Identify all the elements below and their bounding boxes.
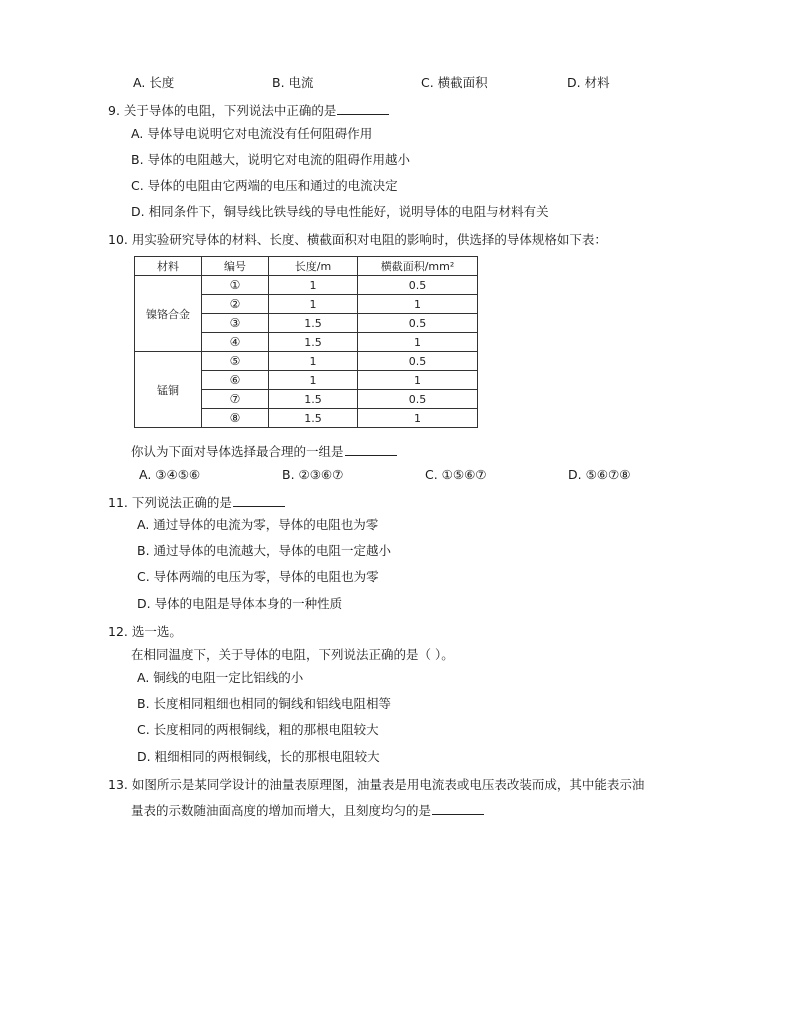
q9-option-d: D. 相同条件下，铜导线比铁导线的导电性能好，说明导体的电阻与材料有关 (131, 204, 549, 219)
number-cell: ⑥ (202, 371, 269, 390)
q10-prompt: 你认为下面对导体选择最合理的一组是 (131, 444, 344, 459)
q10-option-c: C. ①⑤⑥⑦ (425, 467, 487, 482)
area-cell: 1 (358, 295, 478, 314)
header-material: 材料 (135, 257, 202, 276)
q8-option-b: B. 电流 (272, 75, 314, 90)
number-cell: ④ (202, 333, 269, 352)
area-cell: 1 (358, 333, 478, 352)
answer-blank[interactable] (432, 802, 484, 815)
q11-stem: 11. 下列说法正确的是 (108, 495, 232, 510)
q11-option-d: D. 导体的电阻是导体本身的一种性质 (137, 596, 343, 611)
area-cell: 0.5 (358, 352, 478, 371)
header-length: 长度/m (269, 257, 358, 276)
length-cell: 1.5 (269, 314, 358, 333)
area-cell: 0.5 (358, 314, 478, 333)
area-cell: 1 (358, 371, 478, 390)
q10-option-b: B. ②③⑥⑦ (282, 467, 344, 482)
length-cell: 1 (269, 295, 358, 314)
number-cell: ⑧ (202, 409, 269, 428)
answer-blank[interactable] (233, 494, 285, 507)
q8-option-d: D. 材料 (567, 75, 610, 90)
length-cell: 1.5 (269, 333, 358, 352)
q9-stem: 9. 关于导体的电阻，下列说法中正确的是 (108, 103, 337, 118)
number-cell: ⑤ (202, 352, 269, 371)
q10-option-d: D. ⑤⑥⑦⑧ (568, 467, 631, 482)
area-cell: 0.5 (358, 276, 478, 295)
area-cell: 1 (358, 409, 478, 428)
header-number: 编号 (202, 257, 269, 276)
q12-prompt: 在相同温度下，关于导体的电阻，下列说法正确的是（ ）。 (131, 647, 454, 662)
q12-stem: 12. 选一选。 (108, 624, 182, 639)
material-cell: 锰铜 (135, 352, 202, 428)
number-cell: ⑦ (202, 390, 269, 409)
q11-option-b: B. 通过导体的电流越大，导体的电阻一定越小 (137, 543, 392, 558)
table-row (135, 352, 478, 371)
q10-stem: 10. 用实验研究导体的材料、长度、横截面积对电阻的影响时，供选择的导体规格如下表： (108, 232, 607, 247)
number-cell: ② (202, 295, 269, 314)
length-cell: 1 (269, 371, 358, 390)
q8-option-c: C. 横截面积 (421, 75, 488, 90)
length-cell: 1.5 (269, 409, 358, 428)
q13-line-1: 13. 如图所示是某同学设计的油量表原理图，油量表是用电流表或电压表改装而成，其中能表示油 (108, 777, 645, 792)
q13-line-2: 量表的示数随油面高度的增加而增大，且刻度均匀的是 (131, 803, 432, 818)
material-cell: 镍铬合金 (135, 276, 202, 352)
conductor-spec-table (134, 256, 478, 428)
q12-option-c: C. 长度相同的两根铜线，粗的那根电阻较大 (137, 722, 379, 737)
length-cell: 1 (269, 276, 358, 295)
q10-option-a: A. ③④⑤⑥ (139, 467, 201, 482)
q11-option-a: A. 通过导体的电流为零，导体的电阻也为零 (137, 517, 379, 532)
q11-option-c: C. 导体两端的电压为零，导体的电阻也为零 (137, 569, 379, 584)
answer-blank[interactable] (345, 443, 397, 456)
q9-option-b: B. 导体的电阻越大，说明它对电流的阻碍作用越小 (131, 152, 411, 167)
q12-option-a: A. 铜线的电阻一定比铝线的小 (137, 670, 304, 685)
length-cell: 1 (269, 352, 358, 371)
table-header-row (135, 257, 478, 276)
number-cell: ③ (202, 314, 269, 333)
q12-option-b: B. 长度相同粗细也相同的铜线和铝线电阻相等 (137, 696, 392, 711)
answer-blank[interactable] (337, 102, 389, 115)
length-cell: 1.5 (269, 390, 358, 409)
table-row (135, 276, 478, 295)
number-cell: ① (202, 276, 269, 295)
area-cell: 0.5 (358, 390, 478, 409)
q9-option-a: A. 导体导电说明它对电流没有任何阻碍作用 (131, 126, 373, 141)
q9-option-c: C. 导体的电阻由它两端的电压和通过的电流决定 (131, 178, 398, 193)
q8-option-a: A. 长度 (133, 75, 175, 90)
header-area: 横截面积/mm² (358, 257, 478, 276)
q12-option-d: D. 粗细相同的两根铜线，长的那根电阻较大 (137, 749, 380, 764)
